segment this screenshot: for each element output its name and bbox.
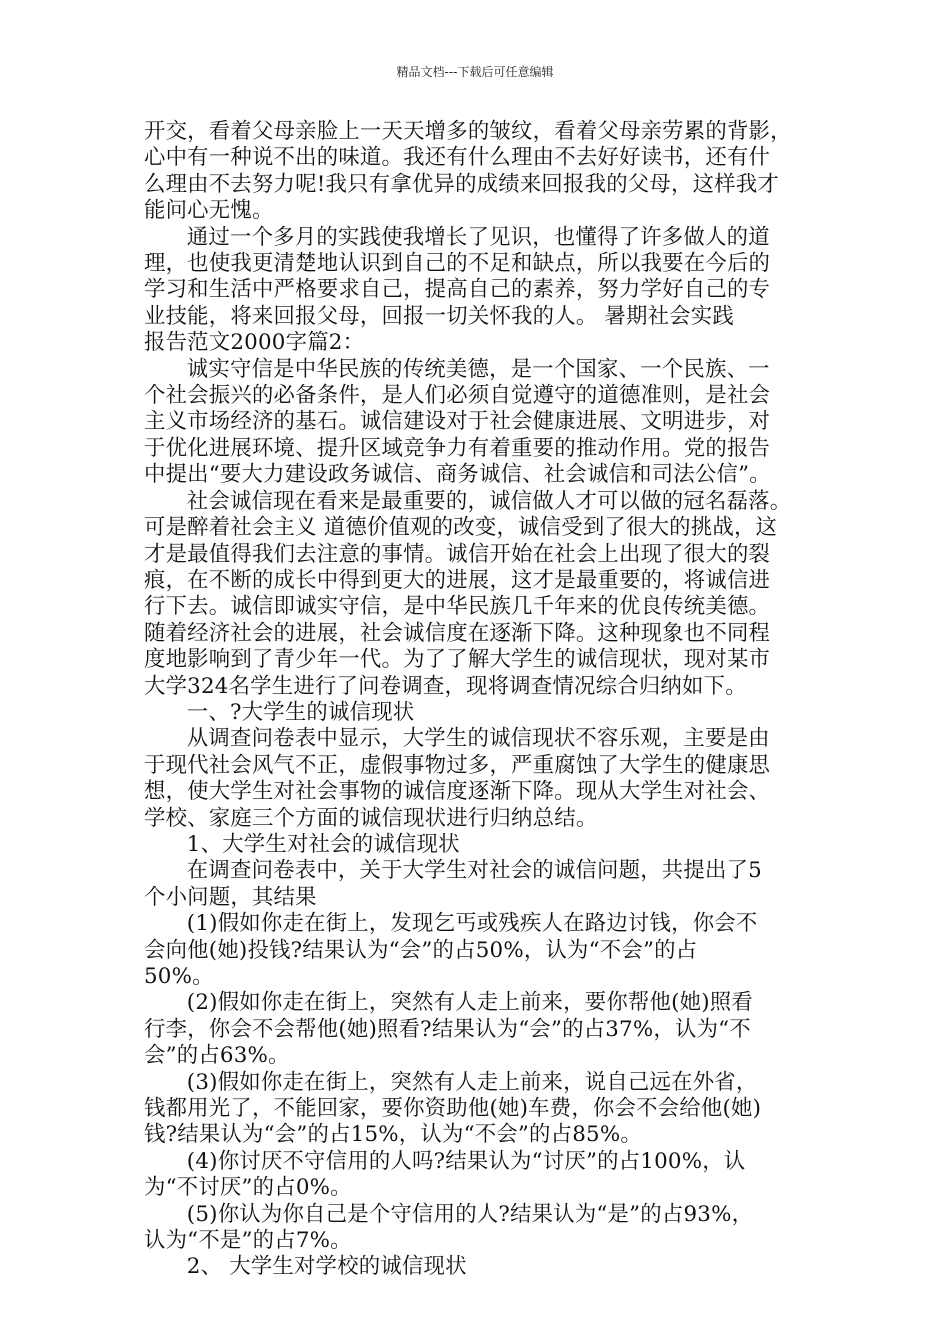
text-line: 认为“不是”的占7%。 xyxy=(144,1228,352,1254)
text-line: 诚实守信是中华民族的传统美德，是一个国家、一个民族、一 xyxy=(186,356,770,382)
text-line: 行下去。诚信即诚实守信，是中华民族几千年来的优良传统美德。 xyxy=(144,594,771,620)
text-line: 行李，你会不会帮他(她)照看?结果认为“会”的占37%，认为“不 xyxy=(144,1016,751,1042)
text-line: 中提出“要大力建设政务诚信、商务诚信、社会诚信和司法公信”。 xyxy=(144,462,771,488)
document-body xyxy=(144,119,808,1281)
paragraph xyxy=(144,1202,808,1255)
text-line: 报告范文2000字篇2： xyxy=(144,330,365,356)
paragraph xyxy=(144,858,808,911)
paragraph xyxy=(144,832,808,858)
text-line: 于优化进展环境、提升区域竞争力有着重要的推动作用。党的报告 xyxy=(144,435,771,461)
text-line: 社会诚信现在看来是最重要的，诚信做人才可以做的冠名磊落。 xyxy=(186,488,792,514)
page-header: 精品文档---下载后可任意编辑 xyxy=(396,65,554,79)
paragraph xyxy=(144,1149,808,1202)
text-line: 钱都用光了，不能回家，要你资助他(她)车费，你会不会给他(她) xyxy=(144,1096,762,1122)
text-line: 钱?结果认为“会”的占15%，认为“不会”的占85%。 xyxy=(144,1122,642,1148)
paragraph xyxy=(144,225,808,357)
text-line: 可是醉着社会主义 道德价值观的改变，诚信受到了很大的挑战，这 xyxy=(144,515,778,541)
text-line: (2)假如你走在街上，突然有人走上前来，要你帮他(她)照看 xyxy=(186,990,753,1016)
text-line: 在调查问卷表中，关于大学生对社会的诚信问题，共提出了5 xyxy=(186,858,762,884)
text-line: 学校、家庭三个方面的诚信现状进行归纳总结。 xyxy=(144,805,598,831)
text-line: 通过一个多月的实践使我增长了见识，也懂得了许多做人的道 xyxy=(186,224,770,250)
text-line: 为“不讨厌”的占0%。 xyxy=(144,1175,352,1201)
text-line: 么理由不去努力呢!我只有拿优异的成绩来回报我的父母，这样我才 xyxy=(144,171,779,197)
paragraph xyxy=(144,357,808,489)
text-line: 一、?大学生的诚信现状 xyxy=(186,699,415,725)
text-line: 痕，在不断的成长中得到更大的进展，这才是最重要的，将诚信进 xyxy=(144,567,771,593)
text-line: 学习和生活中严格要求自己，提高自己的素养，努力学好自己的专 xyxy=(144,277,771,303)
paragraph xyxy=(144,990,808,1069)
paragraph xyxy=(144,726,808,832)
text-line: 业技能，将来回报父母，回报一切关怀我的人。 暑期社会实践 xyxy=(144,303,734,329)
text-line: 能问心无愧。 xyxy=(144,198,274,224)
text-line: 2、 大学生对学校的诚信现状 xyxy=(186,1254,467,1280)
paragraph xyxy=(144,1070,808,1149)
text-line: 随着经济社会的进展，社会诚信度在逐渐下降。这种现象也不同程 xyxy=(144,620,771,646)
text-line: 理，也使我更清楚地认识到自己的不足和缺点，所以我要在今后的 xyxy=(144,251,771,277)
text-line: 于现代社会风气不正，虚假事物过多，严重腐蚀了大学生的健康思 xyxy=(144,752,771,778)
text-line: (5)你认为你自己是个守信用的人?结果认为“是”的占93%， xyxy=(186,1201,754,1227)
text-line: 主义市场经济的基石。诚信建设对于社会健康进展、文明进步，对 xyxy=(144,409,771,435)
text-line: 想，使大学生对社会事物的诚信度逐渐下降。现从大学生对社会、 xyxy=(144,779,771,805)
paragraph xyxy=(144,700,808,726)
text-line: 心中有一种说不出的味道。我还有什么理由不去好好读书，还有什 xyxy=(144,145,771,171)
paragraph xyxy=(144,911,808,990)
paragraph xyxy=(144,119,808,225)
text-line: 个小问题，其结果 xyxy=(144,884,317,910)
text-line: 开交，看着父母亲脸上一天天增多的皱纹，看着父母亲劳累的背影， xyxy=(144,119,792,144)
text-line: 大学324名学生进行了问卷调查，现将调查情况综合归纳如下。 xyxy=(144,673,747,699)
text-line: 会向他(她)投钱?结果认为“会”的占50%，认为“不会”的占 xyxy=(144,937,698,963)
text-line: 会”的占63%。 xyxy=(144,1043,290,1069)
text-line: 度地影响到了青少年一代。为了了解大学生的诚信现状，现对某市 xyxy=(144,647,771,673)
text-line: 50%。 xyxy=(144,964,214,989)
text-line: 个社会振兴的必备条件，是人们必须自觉遵守的道德准则，是社会 xyxy=(144,383,771,409)
paragraph xyxy=(144,489,808,700)
text-line: 才是最值得我们去注意的事情。诚信开始在社会上出现了很大的裂 xyxy=(144,541,771,567)
paragraph xyxy=(144,1254,808,1280)
text-line: 1、大学生对社会的诚信现状 xyxy=(186,831,460,857)
text-line: 从调查问卷表中显示，大学生的诚信现状不容乐观，主要是由 xyxy=(186,726,770,752)
text-line: (3)假如你走在街上，突然有人走上前来，说自己远在外省， xyxy=(186,1069,758,1095)
text-line: (4)你讨厌不守信用的人吗?结果认为“讨厌”的占100%，认 xyxy=(186,1148,746,1174)
text-line: (1)假如你走在街上，发现乞丐或残疾人在路边讨钱，你会不 xyxy=(186,911,758,937)
